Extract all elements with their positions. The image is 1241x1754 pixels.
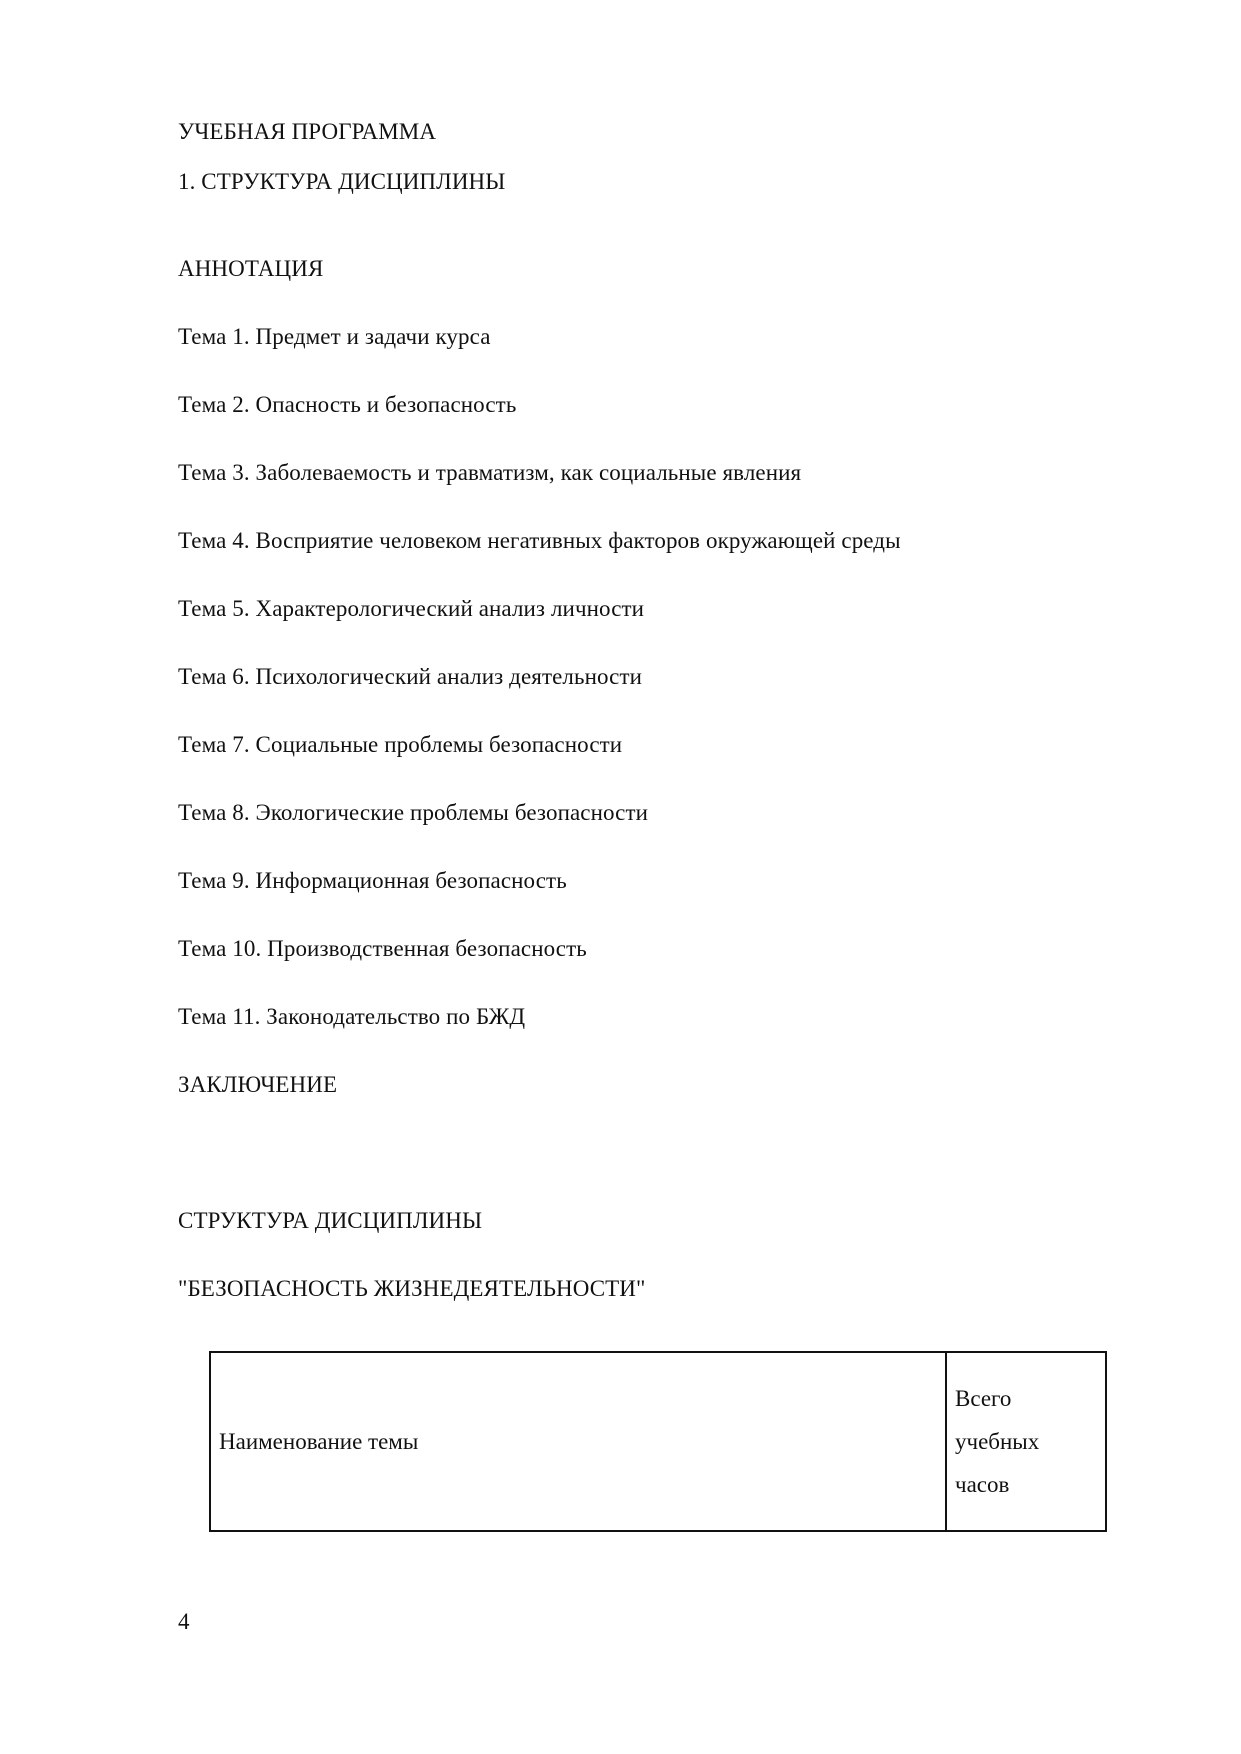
topic-item: Тема 4. Восприятие человеком негативных факторов окружающей среды [178, 528, 901, 553]
program-title: УЧЕБНАЯ ПРОГРАММА [178, 119, 437, 144]
discipline-name: "БЕЗОПАСНОСТЬ ЖИЗНЕДЕЯТЕЛЬНОСТИ" [178, 1276, 646, 1301]
table-header-topic: Наименование темы [210, 1352, 946, 1531]
topic-item: Тема 11. Законодательство по БЖД [178, 1004, 526, 1029]
topic-item: Тема 10. Производственная безопасность [178, 936, 587, 961]
topic-item: Тема 8. Экологические проблемы безопасности [178, 800, 649, 825]
page-number: 4 [178, 1609, 190, 1634]
topic-item: Тема 7. Социальные проблемы безопасности [178, 732, 623, 757]
section-heading: 1. СТРУКТУРА ДИСЦИПЛИНЫ [178, 169, 506, 194]
topic-item: Тема 3. Заболеваемость и травматизм, как социальные явления [178, 460, 802, 485]
table-header-hours-line: Всего [955, 1386, 1012, 1411]
topic-item: Тема 2. Опасность и безопасность [178, 392, 517, 417]
conclusion-heading: ЗАКЛЮЧЕНИЕ [178, 1072, 338, 1097]
topic-item: Тема 1. Предмет и задачи курса [178, 324, 491, 349]
topic-item: Тема 5. Характерологический анализ личности [178, 596, 645, 621]
table-header-hours-line: часов [955, 1472, 1010, 1497]
structure-table [209, 1351, 1107, 1532]
topic-item: Тема 6. Психологический анализ деятельности [178, 664, 643, 689]
annotation-heading: АННОТАЦИЯ [178, 256, 324, 281]
table-header-hours-line: учебных [955, 1429, 1040, 1454]
topic-item: Тема 9. Информационная безопасность [178, 868, 567, 893]
table-header-hours [946, 1352, 1106, 1531]
table-header-row [210, 1352, 1106, 1531]
structure-title: СТРУКТУРА ДИСЦИПЛИНЫ [178, 1208, 483, 1233]
